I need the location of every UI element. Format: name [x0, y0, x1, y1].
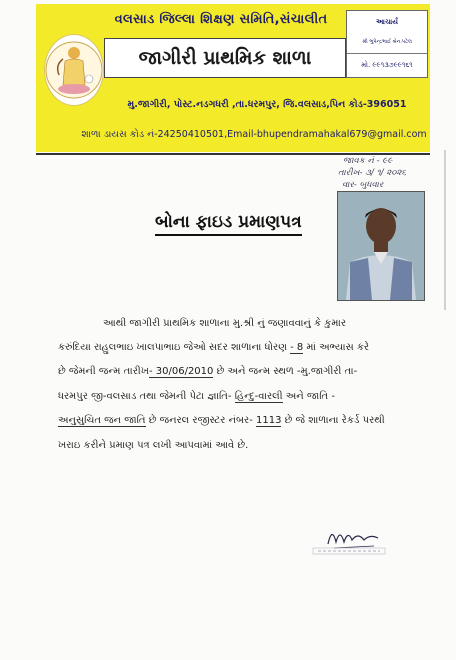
reference-day: વાર- બુધવાર	[342, 180, 384, 190]
body-line-3	[58, 366, 430, 377]
school-name: જાગીરી પ્રાથમિક શાળા	[104, 38, 346, 78]
principal-mobile: મો. ૯૯૧૩૭૯૯૧૬૧	[361, 61, 413, 69]
body-line-2	[58, 342, 430, 353]
body-line-3-b: છે અને જન્મ સ્થળ -મુ.જાગીરી તા-	[213, 366, 358, 377]
organization-name: વલસાડ જિલ્લા શિક્ષણ સમિતિ,સંચાલીત	[114, 12, 328, 27]
letterhead	[36, 4, 430, 152]
body-line-4-a: ધરમપુર જી-વલસાડ તથા જેમની પેટા જ્ઞાતિ-	[58, 391, 235, 402]
body-line-6: ખરાઇ કરીને પ્રમાણ પત્ર લખી આપવામાં આવે છે.	[58, 440, 249, 451]
body-line-5-c: છે જે શાળાના રેકર્ડ પરથી	[281, 415, 385, 426]
body-line-2-a: કરુંદિયા રાહુલભાઇ ખાલપાભાઇ જેઓ સદર શાળાના ધોરણ	[58, 342, 291, 353]
body-line-3-a: છે જેમની જન્મ તારીખ	[58, 366, 149, 377]
category-value: અનુસુચિત જન જાતિ	[58, 415, 146, 426]
reference-date: તારીખ- ૩/ ૧/ ૨૦૨૬	[338, 168, 407, 178]
subcaste-value: હિન્દુ-વારલી	[234, 391, 283, 402]
register-number: 1113	[256, 415, 282, 426]
dob-value: - 30/06/2010	[148, 366, 214, 377]
page-fold	[444, 150, 446, 310]
body-line-4-b: અને જાતિ -	[282, 391, 335, 402]
principal-divider	[347, 53, 427, 54]
principal-box	[346, 10, 428, 78]
body-line-1: આથી જાગીરી પ્રાથમિક શાળાના મુ.શ્રી નું જણાવવાનું કે કુમાર	[103, 318, 347, 329]
body-line-2-b: માં અભ્યાસ કરે	[303, 342, 370, 353]
student-photo	[337, 191, 425, 301]
letterhead-rule	[36, 153, 430, 155]
dise-email: શાળા ડાયસ કોડ નં-24250410501,Email-bhupendramahakal679@gmail.com	[81, 129, 427, 140]
certificate-title: બોના ફાઇડ પ્રમાણપત્ર	[155, 212, 302, 236]
saraswati-logo	[44, 34, 104, 106]
principal-name: શ્રી ભુપેન્દ્રભાઈ બેન.પટેલ	[362, 39, 412, 45]
body-line-5-b: છે જનરલ રજીસ્ટર નંબર-	[145, 415, 257, 426]
outward-number: જાવક નં - ૯૯	[343, 156, 393, 166]
standard-value: - 8	[290, 342, 304, 353]
school-stamp	[312, 546, 386, 556]
body-line-4	[58, 391, 430, 402]
school-address: મુ.જાગીરી, પોસ્ટ.નડગધરી ,તા.ધરમપુર, જિ.વલસાડ,પિન કોડ-396051	[127, 99, 407, 110]
body-line-5	[58, 415, 430, 426]
principal-title: આચાર્ય	[376, 18, 398, 26]
